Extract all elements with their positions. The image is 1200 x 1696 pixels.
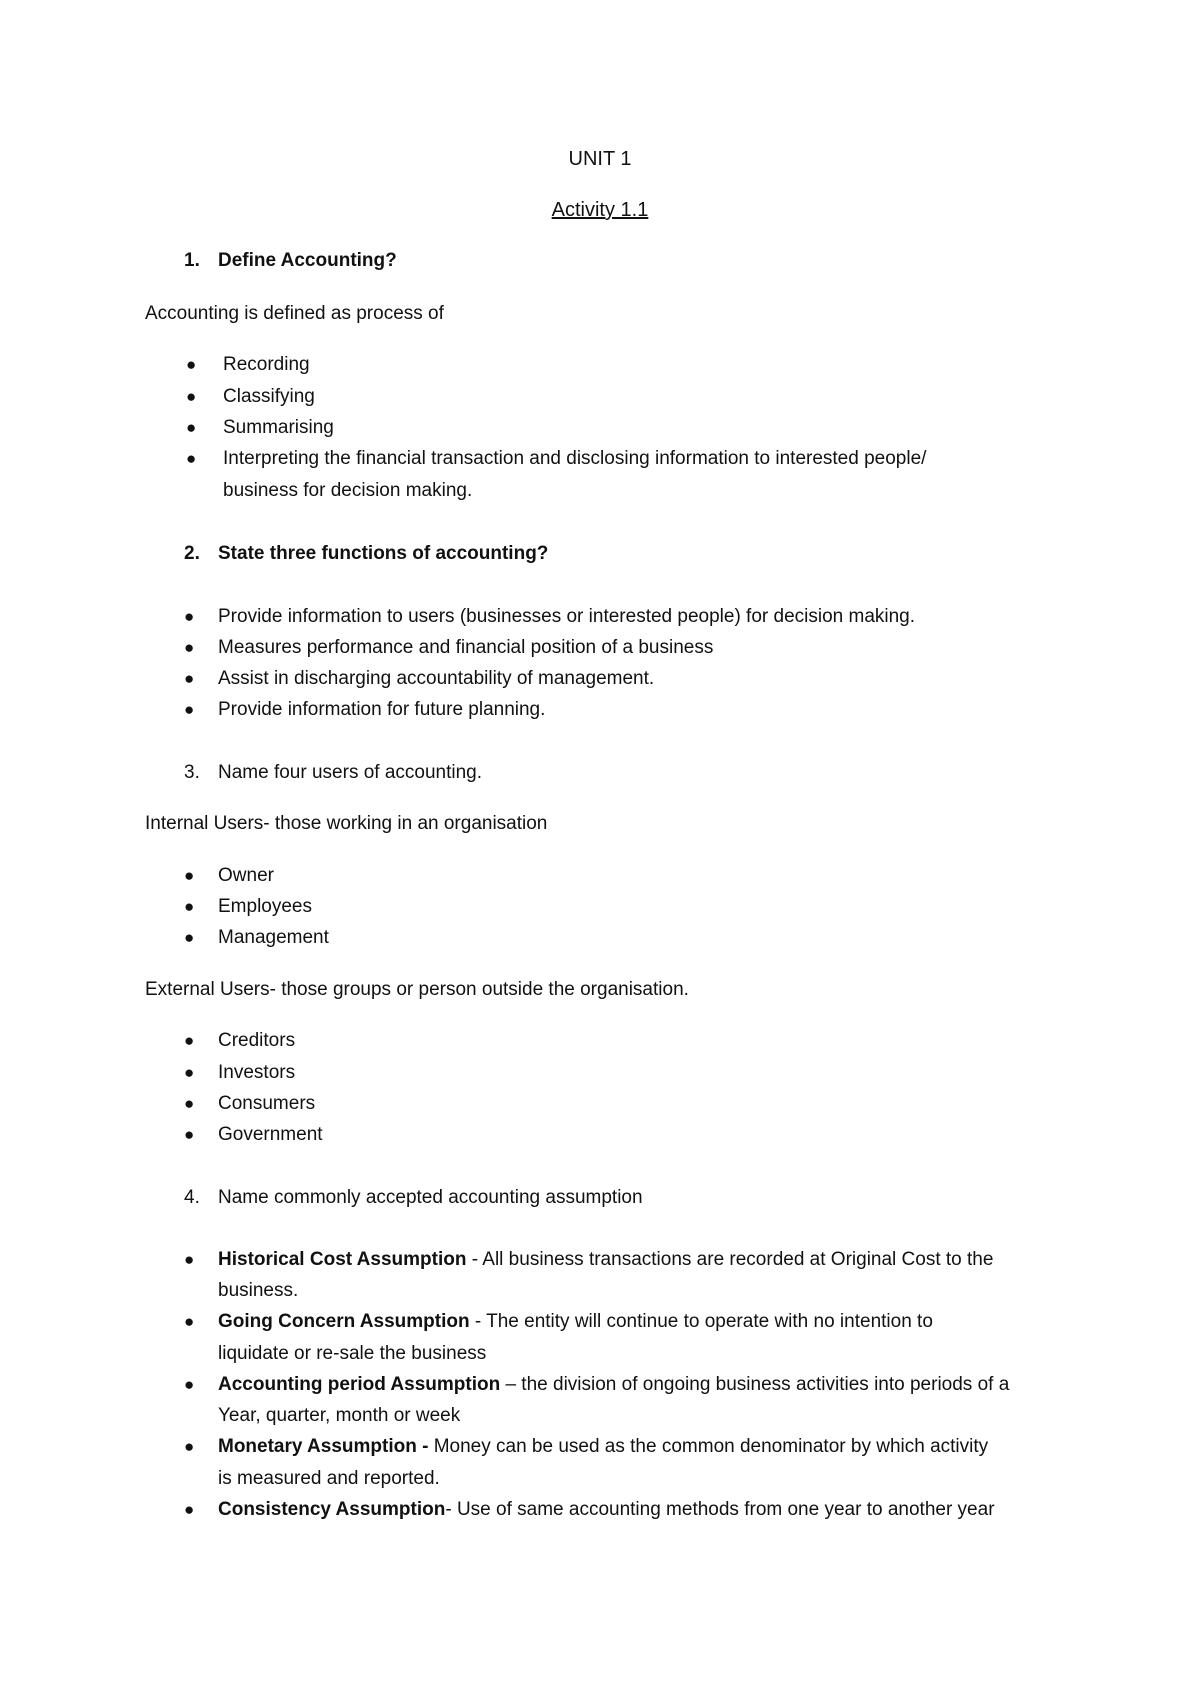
q2-bullet: Provide information for future planning. bbox=[218, 699, 546, 720]
q3-number: 3. bbox=[184, 762, 200, 783]
assumption-term: Accounting period Assumption bbox=[218, 1374, 501, 1395]
assumption-item bbox=[218, 1310, 933, 1334]
assumption-description: - The entity will continue to operate with no intention to bbox=[469, 1311, 933, 1332]
bullet-icon: ● bbox=[184, 866, 195, 885]
external-user-item: Creditors bbox=[218, 1030, 296, 1051]
q2-bullet: Measures performance and financial position of a business bbox=[218, 637, 714, 658]
q1-bullet: Interpreting the financial transaction and disclosing information to interested people/ bbox=[223, 448, 927, 469]
assumption-continuation: is measured and reported. bbox=[218, 1468, 440, 1489]
q2-bullet: Assist in discharging accountability of management. bbox=[218, 668, 655, 689]
q2-number: 2. bbox=[184, 543, 200, 564]
assumption-continuation: Year, quarter, month or week bbox=[218, 1405, 461, 1426]
q1-bullet: Summarising bbox=[223, 417, 334, 438]
assumption-term: Monetary Assumption - bbox=[218, 1436, 429, 1457]
assumption-continuation: liquidate or re-sale the business bbox=[218, 1343, 487, 1364]
external-user-item: Consumers bbox=[218, 1093, 316, 1114]
q1-question: Define Accounting? bbox=[218, 250, 397, 271]
assumption-continuation: business. bbox=[218, 1280, 299, 1301]
internal-user-item: Employees bbox=[218, 896, 312, 917]
q3-question: Name four users of accounting. bbox=[218, 762, 483, 783]
bullet-icon: ● bbox=[184, 638, 195, 657]
bullet-icon: ● bbox=[184, 1125, 195, 1144]
q1-intro: Accounting is defined as process of bbox=[145, 303, 444, 324]
assumption-item bbox=[218, 1435, 988, 1459]
q1-bullet: Recording bbox=[223, 354, 310, 375]
q4-question: Name commonly accepted accounting assumption bbox=[218, 1187, 643, 1208]
bullet-icon: ● bbox=[186, 355, 197, 374]
bullet-icon: ● bbox=[184, 669, 195, 688]
bullet-icon: ● bbox=[184, 1437, 195, 1456]
bullet-icon: ● bbox=[186, 449, 197, 468]
assumption-description: - Use of same accounting methods from one year to another year bbox=[445, 1499, 995, 1520]
q4-number: 4. bbox=[184, 1187, 200, 1208]
assumption-term: Going Concern Assumption bbox=[218, 1311, 470, 1332]
bullet-icon: ● bbox=[184, 1500, 195, 1519]
bullet-icon: ● bbox=[184, 1063, 195, 1082]
assumption-item bbox=[218, 1498, 995, 1522]
unit-title: UNIT 1 bbox=[568, 148, 632, 170]
q1-number: 1. bbox=[184, 250, 200, 271]
assumption-description: Money can be used as the common denominator by which activity bbox=[428, 1436, 989, 1457]
internal-user-item: Owner bbox=[218, 865, 274, 886]
internal-users-intro: Internal Users- those working in an organisation bbox=[145, 813, 548, 834]
bullet-icon: ● bbox=[186, 387, 197, 406]
bullet-icon: ● bbox=[184, 1312, 195, 1331]
external-user-item: Investors bbox=[218, 1062, 296, 1083]
assumption-item bbox=[218, 1373, 1009, 1397]
external-users-intro: External Users- those groups or person outside the organisation. bbox=[145, 979, 689, 1000]
bullet-icon: ● bbox=[184, 1250, 195, 1269]
bullet-icon: ● bbox=[184, 700, 195, 719]
bullet-icon: ● bbox=[184, 897, 195, 916]
bullet-icon: ● bbox=[186, 418, 197, 437]
bullet-icon: ● bbox=[184, 928, 195, 947]
assumption-term: Historical Cost Assumption bbox=[218, 1249, 467, 1270]
external-user-item: Government bbox=[218, 1124, 323, 1145]
assumption-item bbox=[218, 1248, 993, 1272]
q1-bullet-continuation: business for decision making. bbox=[223, 480, 473, 501]
bullet-icon: ● bbox=[184, 607, 195, 626]
q1-bullet: Classifying bbox=[223, 386, 315, 407]
activity-subtitle: Activity 1.1 bbox=[551, 199, 649, 221]
bullet-icon: ● bbox=[184, 1094, 195, 1113]
bullet-icon: ● bbox=[184, 1031, 195, 1050]
bullet-icon: ● bbox=[184, 1375, 195, 1394]
assumption-description: - All business transactions are recorded at Original Cost to the bbox=[466, 1249, 994, 1270]
q2-bullet: Provide information to users (businesses or interested people) for decision making. bbox=[218, 606, 916, 627]
assumption-term: Consistency Assumption bbox=[218, 1499, 446, 1520]
q2-question: State three functions of accounting? bbox=[218, 543, 549, 564]
internal-user-item: Management bbox=[218, 927, 329, 948]
assumption-description: – the division of ongoing business activities into periods of a bbox=[500, 1374, 1010, 1395]
